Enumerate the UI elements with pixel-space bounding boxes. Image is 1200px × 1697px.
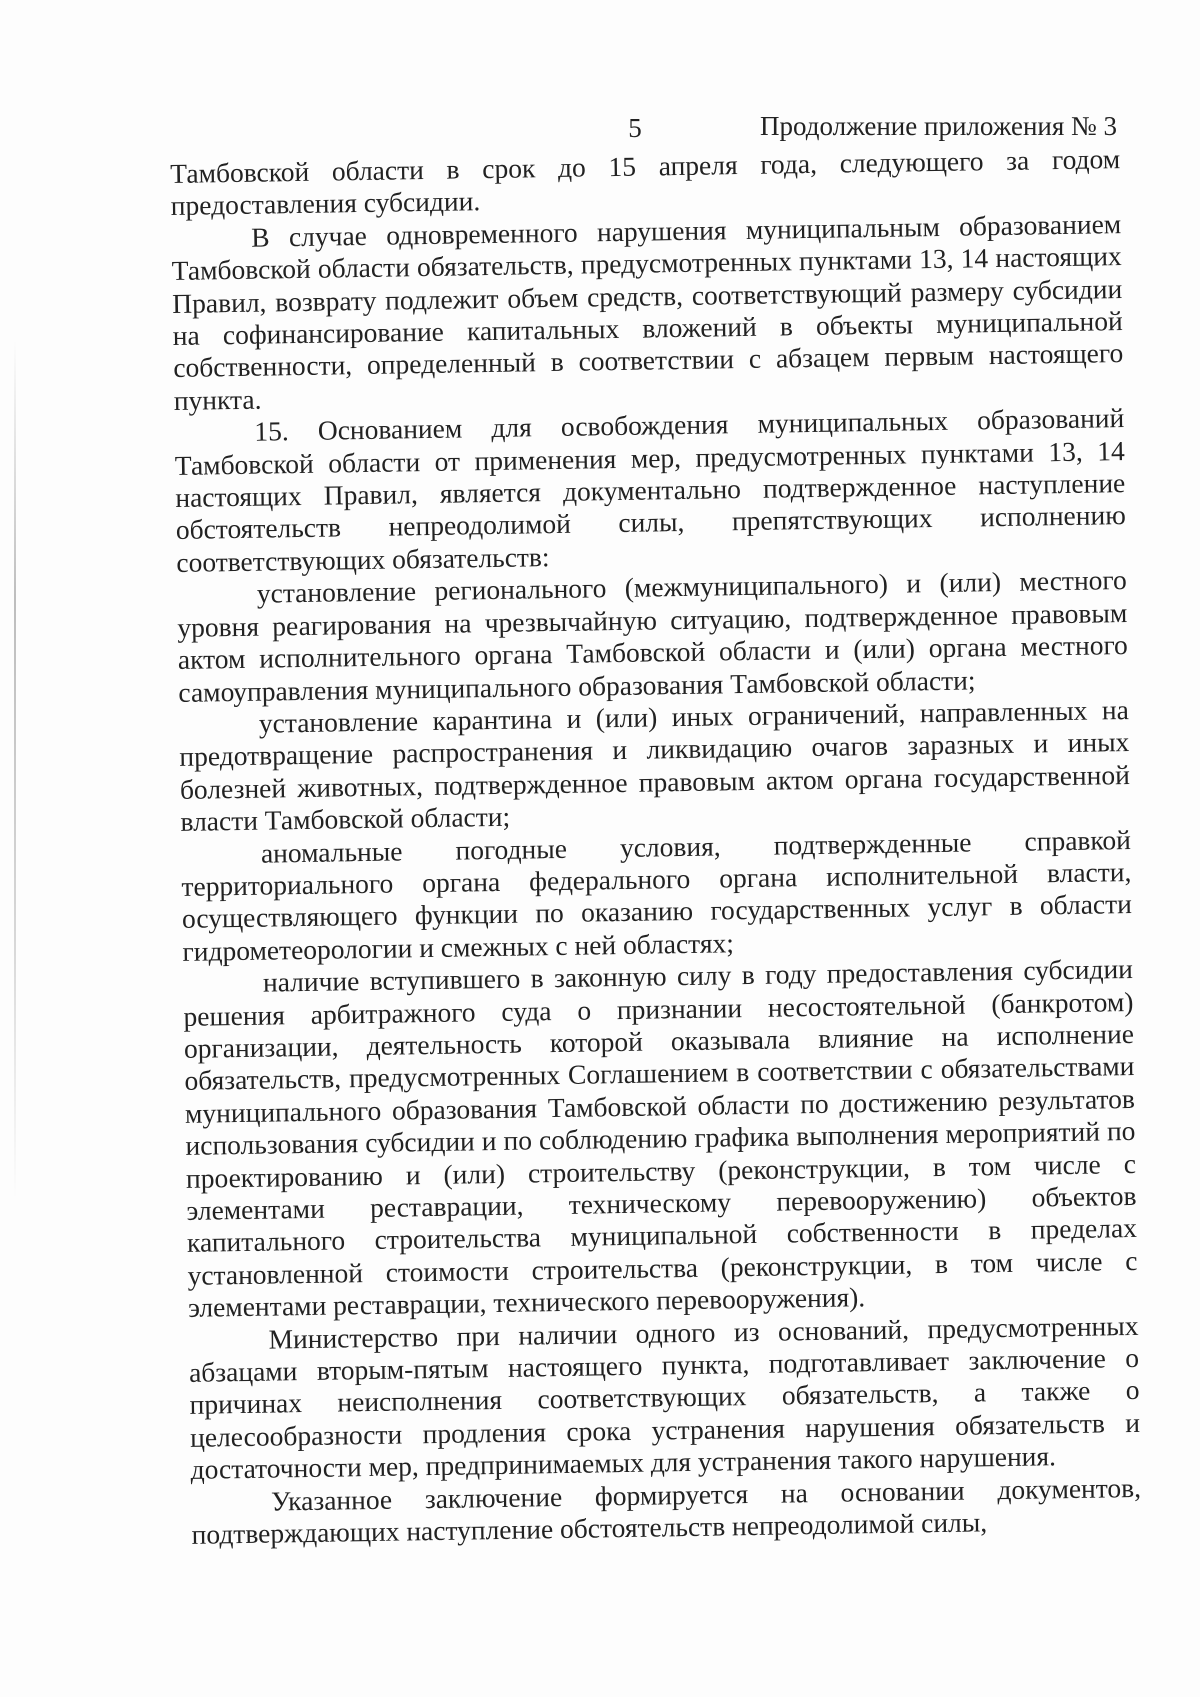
appendix-continuation-header: Продолжение приложения № 3 <box>760 111 1118 141</box>
document-body <box>170 143 1142 1551</box>
paragraph-simultaneous-violation: В случае одновременного нарушения муниципальным образованием Тамбовской области обязательств, предусмотренных пунктами 13, 14 настоящих Правил, возврату подлежит объем средств, соответствующий размеру субсидии на софинансирование капитальных вложений в объекты муниципальной собственности, определенный в соответствии с абзацем первым настоящего пункта. <box>171 207 1124 416</box>
paragraph-weather-conditions: аномальные погодные условия, подтвержденные справкой территориального органа федерального органа исполнительной власти, осуществляющего функции по оказанию государственных услуг в области гидрометеорологии и смежных с ней областях; <box>181 823 1133 967</box>
paragraph-emergency-response: установление регионального (межмуниципального) и (или) местного уровня реагирования на чрезвычайную ситуацию, подтвержденное правовым актом исполнительного органа Тамбовской области и (или) органа местного самоуправления муниципального образования Тамбовской области; <box>177 564 1129 708</box>
scan-edge-shadow <box>14 340 16 1200</box>
paragraph-conclusion-basis: Указанное заключение формируется на основании документов, подтверждающих наступление обстоятельств непреодолимой силы, <box>191 1471 1142 1550</box>
paragraph-clause-15: 15. Основанием для освобождения муниципальных образований Тамбовской области от применения мер, предусмотренных пунктами 13, 14 настоящих Правил, является документально подтвержденное наступление обстоятельств непреодолимой силы, препятствующих исполнению соответствующих обязательств: <box>174 402 1126 578</box>
paragraph-continued: Тамбовской области в срок до 15 апреля года, следующего за годом предоставления субсидии. <box>170 143 1121 222</box>
paragraph-ministry-conclusion: Министерство при наличии одного из оснований, предусмотренных абзацами вторым-пятым настоящего пункта, подготавливает заключение о причинах неисполнения соответствующих обязательств, а также о целесообразности продления срока устранения нарушения обязательств и достаточности мер, предпринимаемых для устранения такого нарушения. <box>188 1309 1141 1486</box>
page-number: 5 <box>628 113 642 143</box>
paragraph-quarantine: установление карантина и (или) иных ограничений, направленных на предотвращение распространения и ликвидацию очагов заразных и иных болезней животных, подтвержденное правовым актом органа государственной власти Тамбовской области; <box>179 693 1131 838</box>
paragraph-bankruptcy: наличие вступившего в законную силу в году предоставления субсидии решения арбитражного суда о признании несостоятельной (банкротом) организации, деятельность которой оказывала влияние на исполнение обязательств, предусмотренных Соглашением в соответствии с обязательствами муниципального образования Тамбовской области по достижению результатов использования субсидии и по соблюдению графика выполнения мероприятий по проектированию и (или) строительству (реконструкции, в том числе с элементами реставрации, техническому перевооружению) объектов капитального строительства муниципальной собственности в пределах установленной стоимости строительства (реконструкции, в том числе с элементами реставрации, технического перевооружения). <box>183 953 1138 1324</box>
